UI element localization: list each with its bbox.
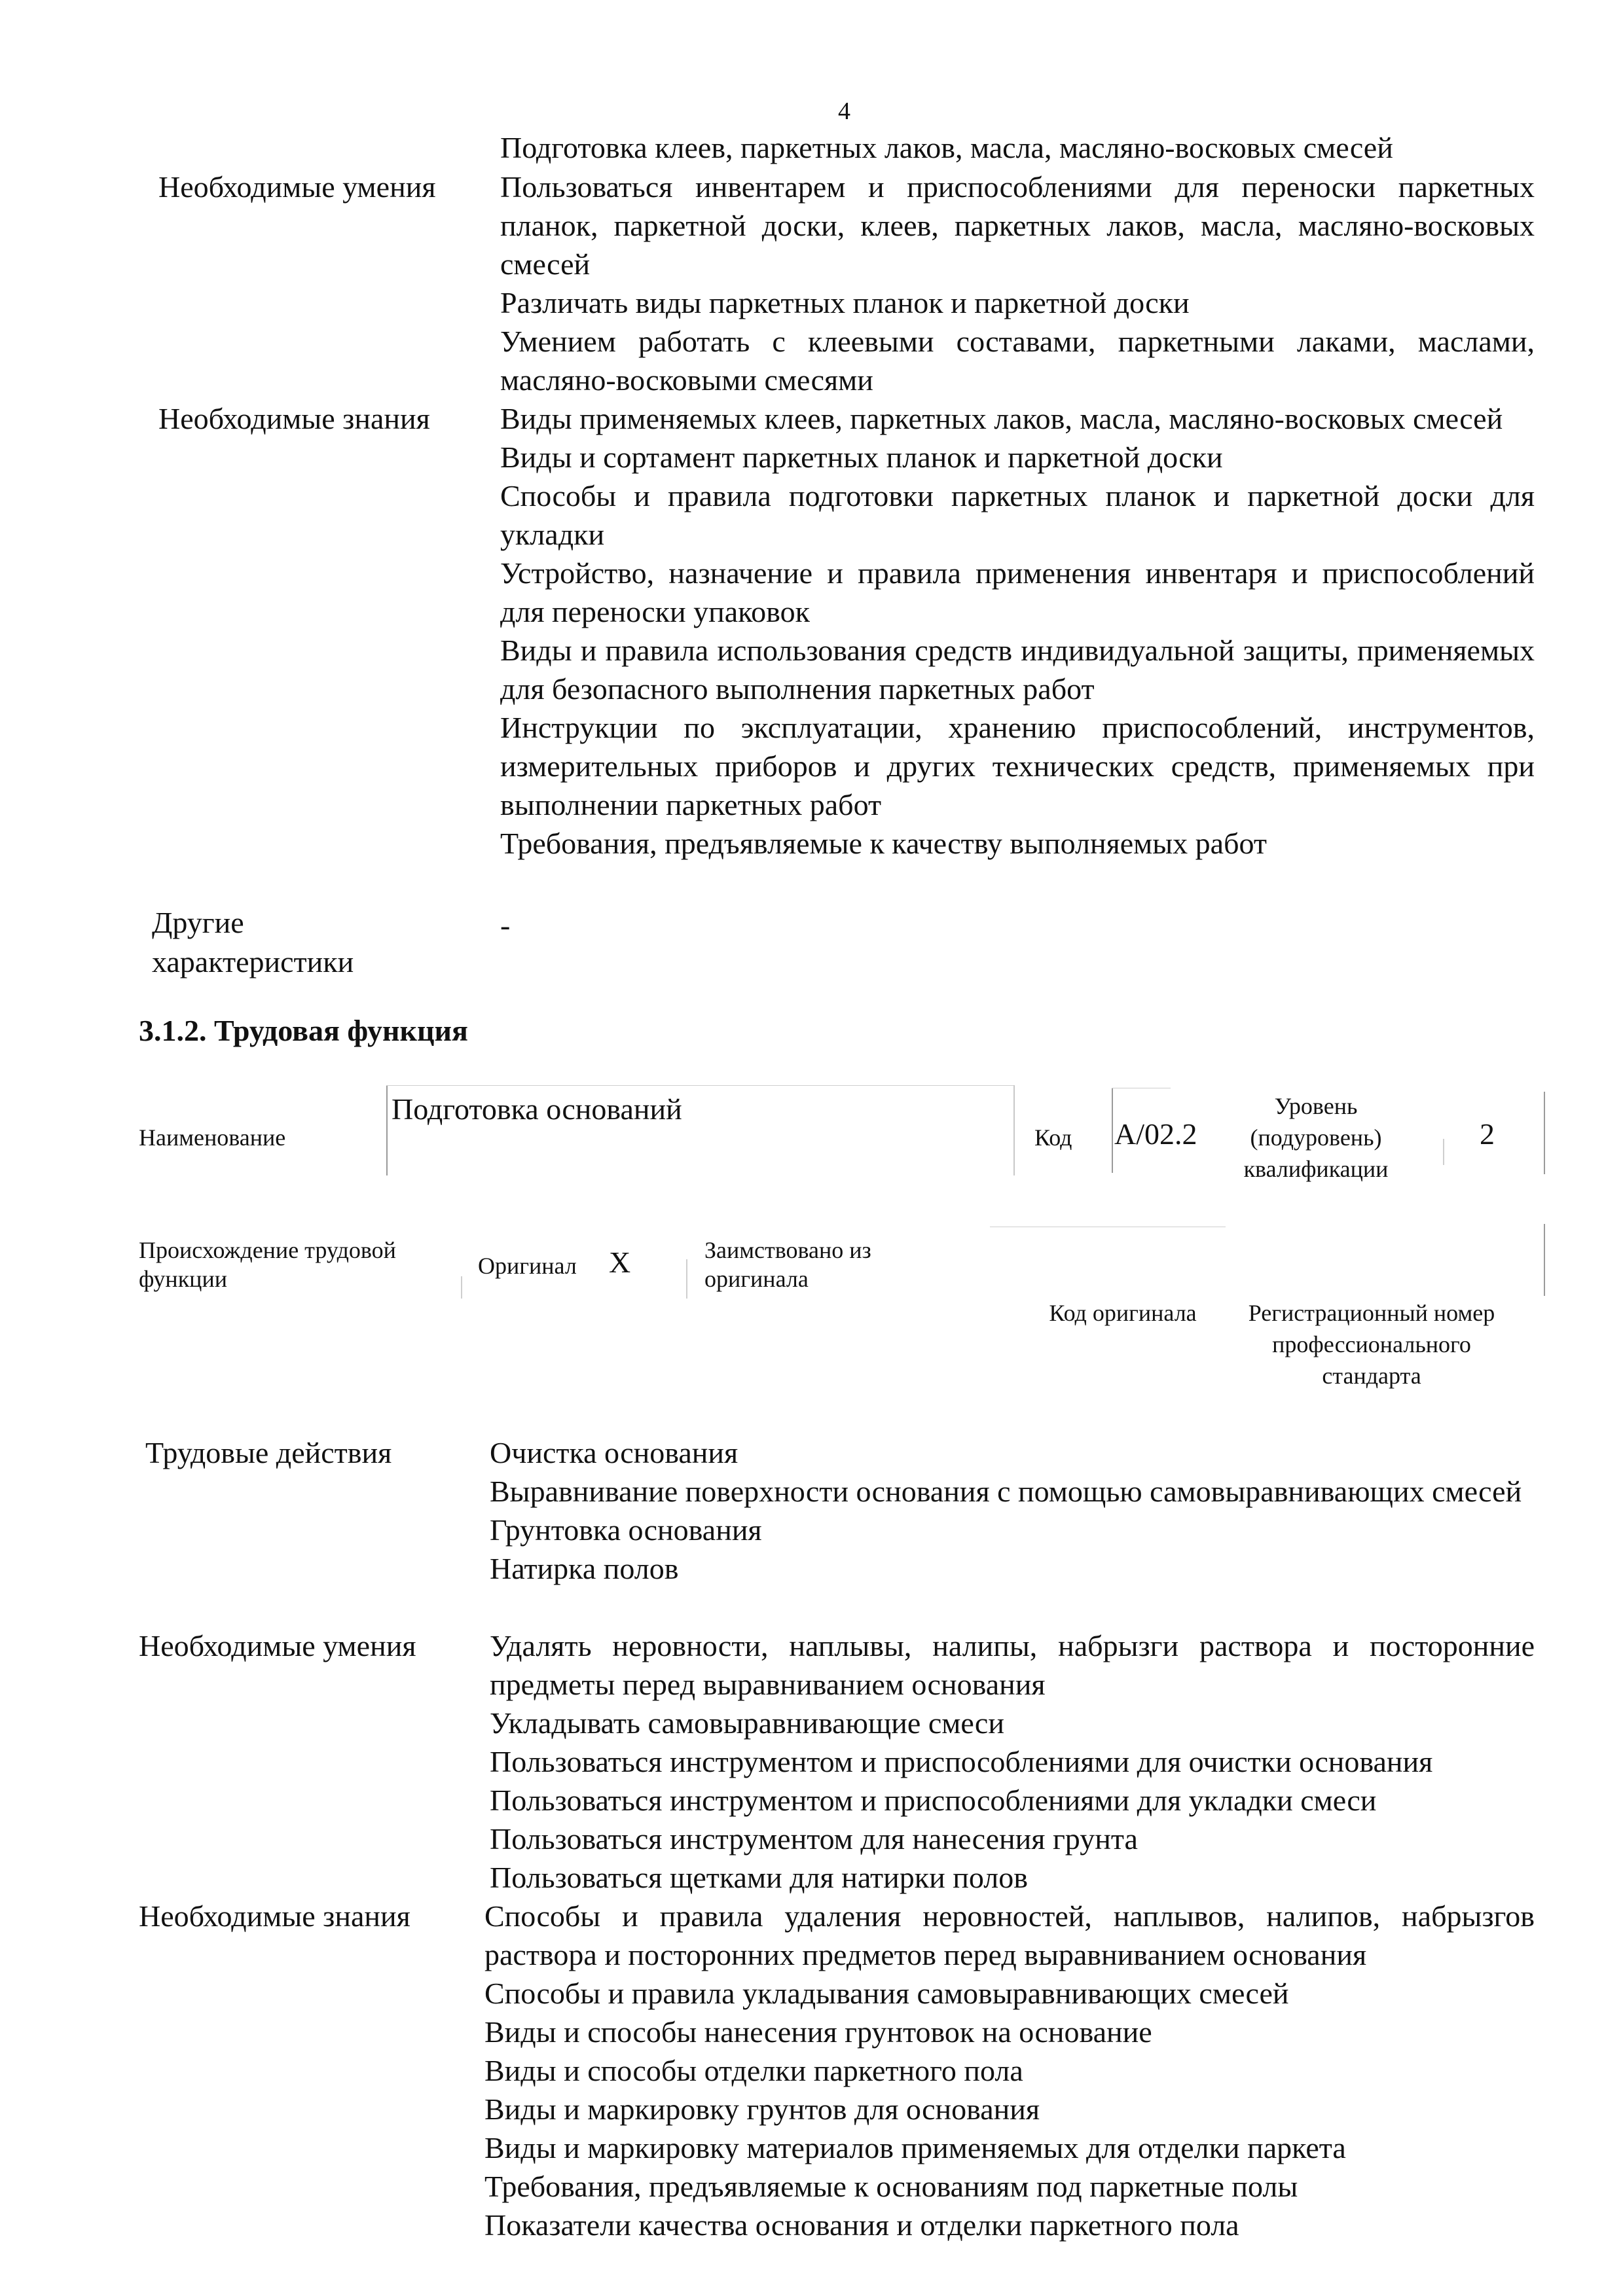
name-box-top-border [386, 1085, 1015, 1086]
list-item: Грунтовка основания [490, 1513, 762, 1547]
level-box-left-border [1443, 1139, 1444, 1165]
list-item: Очистка основания [490, 1436, 739, 1469]
code-value: А/02.2 [1114, 1117, 1197, 1151]
level-label-line3: квалификации [1243, 1156, 1389, 1182]
bottom-knowledge-label: Необходимые знания [139, 1899, 410, 1933]
list-item: Пользоваться инструментом и приспособлениями для укладки смеси [490, 1784, 1377, 1817]
reg-box-right-border [1544, 1224, 1545, 1296]
top-first-item [500, 128, 1535, 167]
reg-label-line2: профессионального [1272, 1331, 1471, 1357]
list-item: Способы и правила укладывания самовыравнивающих смесей [484, 1977, 1289, 2010]
list-item: Укладывать самовыравнивающие смеси [490, 1706, 1004, 1740]
code-label: Код [1034, 1124, 1072, 1151]
list-item: Виды и сортамент паркетных планок и паркетной доски [500, 440, 1223, 474]
borrowed-label-line2: оригинала [704, 1266, 809, 1292]
list-item: Умением работать с клеевыми составами, паркетными лаками, маслами, масляно-восковыми смесями [500, 325, 1535, 397]
list-item: Требования, предъявляемые к качеству выполняемых работ [500, 827, 1267, 860]
list-item: Пользоваться инвентарем и приспособлениями для переноски паркетных планок, паркетной доски, клеев, паркетных лаков, масла, масляно-восковых смесей [500, 170, 1535, 281]
list-item: Удалять неровности, наплывы, налипы, набрызги раствора и посторонние предметы перед выравниванием основания [490, 1629, 1535, 1701]
list-item: Устройство, назначение и правила применения инвентаря и приспособлений для переноски упаковок [500, 556, 1535, 628]
list-item: Натирка полов [490, 1552, 679, 1585]
list-item: Виды и способы нанесения грунтовок на основание [484, 2015, 1152, 2049]
list-item: Пользоваться инструментом и приспособлениями для очистки основания [490, 1745, 1433, 1778]
list-item: Виды применяемых клеев, паркетных лаков, масла, масляно-восковых смесей [500, 402, 1503, 435]
name-box-right-border [1013, 1085, 1015, 1175]
skills-label: Необходимые умения [158, 170, 436, 204]
original-code-label: Код оригинала [1049, 1300, 1197, 1326]
bottom-skills-label: Необходимые умения [139, 1629, 416, 1662]
name-label: Наименование [139, 1124, 286, 1151]
list-item: Виды и правила использования средств индивидуальной защиты, применяемых для безопасного выполнения паркетных работ [500, 634, 1535, 706]
code-box-left-border [1112, 1088, 1113, 1173]
reg-label-line3: стандарта [1322, 1363, 1421, 1389]
skills-list [500, 168, 1535, 399]
knowledge-list [500, 399, 1535, 863]
name-value: Подготовка оснований [392, 1092, 682, 1126]
reg-label-line1: Регистрационный номер [1248, 1300, 1495, 1326]
level-label-line2: (подуровень) [1250, 1124, 1382, 1151]
borrowed-label-line1: Заимствовано из [704, 1237, 871, 1263]
origin-label-line2: функции [139, 1266, 227, 1292]
list-item: Инструкции по эксплуатации, хранению приспособлений, инструментов, измерительных приборов и других технических средств, применяемых при выполнении паркетных работ [500, 711, 1535, 821]
original-label: Оригинал [478, 1253, 577, 1279]
list-item: Показатели качества основания и отделки паркетного пола [484, 2208, 1239, 2242]
list-item: Виды и маркировку материалов применяемых для отделки паркета [484, 2131, 1346, 2164]
list-item: Виды и маркировку грунтов для основания [484, 2092, 1040, 2126]
origin-label-line1: Происхождение трудовой [139, 1237, 396, 1263]
name-box-left-border [386, 1085, 388, 1175]
bottom-skills-list [490, 1626, 1535, 1897]
list-item: Различать виды паркетных планок и паркетной доски [500, 286, 1190, 319]
other-label-line1: Другие [152, 906, 244, 939]
original-box-left-border [461, 1276, 462, 1299]
knowledge-label: Необходимые знания [158, 402, 430, 435]
other-value: - [500, 908, 511, 942]
level-box-right-border [1544, 1092, 1545, 1174]
borrowed-box-left-border [686, 1259, 687, 1299]
level-label-line1: Уровень [1274, 1093, 1358, 1119]
other-label-line2: характеристики [152, 945, 354, 978]
section-title: 3.1.2. Трудовая функция [139, 1014, 468, 1047]
actions-list [490, 1433, 1535, 1588]
list-item: Пользоваться щетками для натирки полов [490, 1861, 1028, 1894]
original-mark: Х [609, 1246, 631, 1279]
list-item: Требования, предъявляемые к основаниям под паркетные полы [484, 2170, 1298, 2203]
bottom-knowledge-list [484, 1897, 1535, 2244]
list-item: Виды и способы отделки паркетного пола [484, 2054, 1023, 2087]
list-item: Способы и правила удаления неровностей, наплывов, налипов, набрызгов раствора и посторонних предметов перед выравниванием основания [484, 1899, 1535, 1971]
level-value: 2 [1480, 1117, 1495, 1151]
list-item: Способы и правила подготовки паркетных планок и паркетной доски для укладки [500, 479, 1535, 551]
list-item: Выравнивание поверхности основания с помощью самовыравнивающих смесей [490, 1475, 1522, 1508]
list-item: Пользоваться инструментом для нанесения грунта [490, 1822, 1138, 1856]
list-item: Подготовка клеев, паркетных лаков, масла, масляно-восковых смесей [500, 131, 1393, 164]
actions-label: Трудовые действия [145, 1436, 392, 1469]
page-number: 4 [838, 98, 850, 125]
